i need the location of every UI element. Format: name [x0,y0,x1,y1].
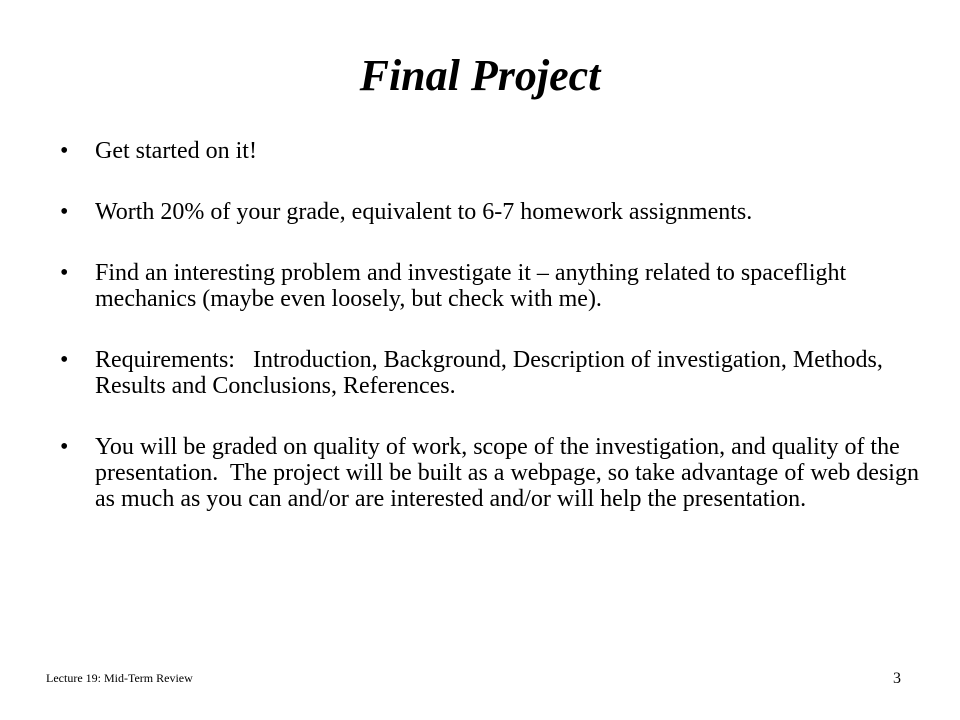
page-number: 3 [893,670,901,687]
bullet-text: You will be graded on quality of work, scope of the investigation, and quality of the presentation. The project will be built as a webpage, so take advantage of web design as much as you can and/or are interested and/or will help the presentation. [95,434,925,512]
bullet-dot-icon: • [60,138,69,164]
bullet-text: Requirements: Introduction, Background, Description of investigation, Methods, Results and Conclusions, References. [95,347,889,399]
footer-lecture-label: Lecture 19: Mid-Term Review [46,671,193,685]
bullet-item-5 [60,434,925,512]
bullet-text: Find an interesting problem and investigate it – anything related to spaceflight mechanics (maybe even loosely, but check with me). [95,260,847,312]
bullet-text: Get started on it! [95,138,257,164]
bullet-item-4 [60,347,920,399]
bullet-dot-icon: • [60,434,69,460]
bullet-item-3 [60,260,920,312]
bullet-dot-icon: • [60,199,69,225]
slide-title: Final Project [359,51,601,100]
bullet-item-1 [60,138,920,164]
bullet-item-2 [60,199,920,225]
bullet-text: Worth 20% of your grade, equivalent to 6-7 homework assignments. [95,199,753,225]
bullet-dot-icon: • [60,260,69,286]
bullet-dot-icon: • [60,347,69,373]
bullet-list [60,138,925,547]
